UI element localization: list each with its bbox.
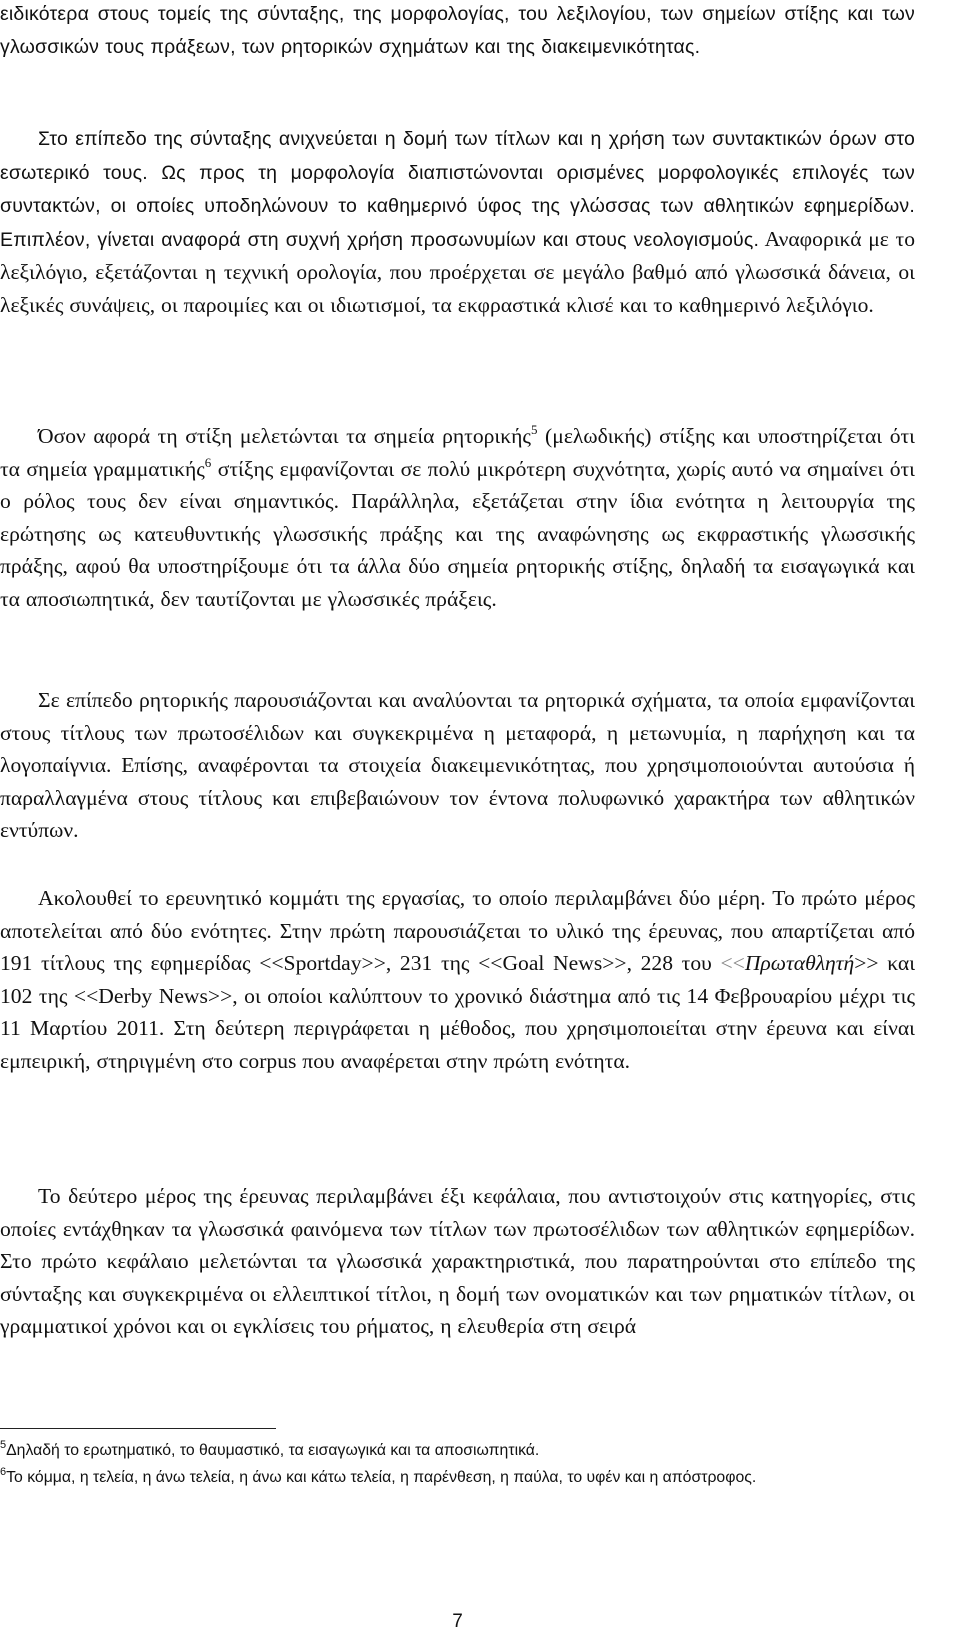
paragraph-punctuation-text-b: (μελωδικής) στίξης και υποστηρίζεται ότι τα σημεία γραμματικής — [0, 424, 915, 481]
newspaper-name-protathlitis: Πρωταθλητή — [744, 951, 855, 975]
paragraph-research-text-a: Ακολουθεί το ερευνητικό κομμάτι της εργασίας, το οποίο περιλαμβάνει δύο μέρη. Το πρώτο μέρος αποτελείται από δύο ενότητες. Στην πρώτη παρουσιάζεται το υλικό της έρευνας, που απαρτίζεται από 191 τίτλους της εφημερίδας <<Sportday>>, 231 της <<Goal News>>, 228 του — [0, 886, 915, 975]
footnote-5-mark: 5 — [0, 1439, 7, 1451]
paragraph-vocabulary-text: Αναφορικά με το λεξιλόγιο, εξετάζονται η τεχνική ορολογία, που προέρχεται σε μεγάλο βαθμό από γλωσσικά δάνεια, οι λεξικές συνάψεις, οι παροιμίες και οι ιδιωτισμοί, τα εκφραστικά κλισέ και το καθημερινό λεξιλόγιο. — [0, 226, 915, 317]
footnote-5-text: Δηλαδή το ερωτηματικό, το θαυμαστικό, τα εισαγωγικά και τα αποσιωπητικά. — [6, 1442, 540, 1459]
footnote-ref-5[interactable]: 5 — [530, 422, 538, 437]
paragraph-research-part-two: Το δεύτερο μέρος της έρευνας περιλαμβάνει έξι κεφάλαια, που αντιστοιχούν στις κατηγορίες, στις οποίες εντάχθηκαν τα γλωσσικά φαινόμενα των τίτλων των πρωτοσέλιδων των αθλητικών εφημερίδων. Στο πρώτο κεφάλαιο μελετώνται τα γλωσσικά χαρακτηριστικά, που παρατηρούνται στο επίπεδο της σύνταξης και συγκεκριμένα οι ελλειπτικοί τίτλοι, η δομή των ονοματικών και των ρηματικών τίτλων, οι γραμματικοί χρόνοι και οι εγκλίσεις του ρήματος, η ελευθερία στη σειρά — [0, 1184, 915, 1338]
footnote-6-text: Το κόμμα, η τελεία, η άνω τελεία, η άνω και κάτω τελεία, η παρένθεση, η παύλα, το υφέν και η απόστροφος. — [6, 1469, 757, 1486]
footnote-6 — [0, 1464, 915, 1491]
paragraph-punctuation-text-c: στίξης εμφανίζονται σε πολύ μικρότερη συχνότητα, χωρίς αυτό να σημαίνει ότι ο ρόλος τους δεν είναι σημαντικός. Παράλληλα, εξετάζεται στην ίδια ενότητα η λειτουργία της ερώτησης ως κατευθυντικής γλωσσικής πράξης και της αναφώνησης ως εκφραστικής γλωσσικής πράξης, αφού θα υποστηρίξουμε ότι τα άλλα δύο σημεία ρητορικής στίξης, δηλαδή τα εισαγωγικά και τα αποσιωπητικά, δεν ταυτίζονται με γλωσσικές πράξεις. — [0, 456, 915, 611]
quote-mark-open: << — [720, 951, 745, 975]
paragraph-punctuation — [0, 420, 915, 615]
paragraph-punctuation-text-a: Όσον αφορά τη στίξη μελετώνται τα σημεία ρητορικής — [38, 424, 531, 448]
paragraph-syntax-morphology-text: Στο επίπεδο της σύνταξης ανιχνεύεται η δομή των τίτλων και η χρήση των συντακτικών όρων στο εσωτερικό τους. Ως προς τη μορφολογία διαπιστώνονται ορισμένες μορφολογικές επιλογές των συντακτών, οι οποίες υποδηλώνουν το καθημερινό ύφος της γλώσσας των αθλητικών εφημερίδων. Επιπλέον, γίνεται αναφορά στη συχνή χρήση προσωνυμίων και στους νεολογισμούς. — [0, 128, 915, 251]
paragraph-syntax-morphology-vocabulary — [0, 122, 915, 321]
paragraph-research-part-one — [0, 882, 915, 1077]
footnote-separator — [0, 1428, 276, 1429]
paragraph-intro-tail: ειδικότερα στους τομείς της σύνταξης, της μορφολογίας, του λεξιλογίου, των σημείων στίξης και των γλωσσικών τους πράξεων, των ρητορικών σχημάτων και της διακειμενικότητας. — [0, 3, 915, 58]
paragraph-research-text-b: >> και 102 της <<Derby News>>, οι οποίοι καλύπτουν το χρονικό διάστημα από τις 14 Φεβρουαρίου μέχρι τις 11 Μαρτίου 2011. Στη δεύτερη περιγράφεται η μέθοδος, που χρησιμοποιείται στην έρευνα και είναι εμπειρική, στηριγμένη στο corpus που αναφέρεται στην πρώτη ενότητα. — [0, 951, 916, 1073]
footnote-ref-6[interactable]: 6 — [204, 454, 212, 470]
footnote-6-mark: 6 — [0, 1466, 7, 1478]
paragraph-rhetoric: Σε επίπεδο ρητορικής παρουσιάζονται και αναλύονται τα ρητορικά σχήματα, τα οποία εμφανίζονται στους τίτλους των πρωτοσέλιδων και συγκεκριμένα η μεταφορά, η μετωνυμία, η παρήχηση και τα λογοπαίγνια. Επίσης, αναφέρονται τα στοιχεία διακειμενικότητας, που χρησιμοποιούνται αυτούσια ή παραλλαγμένα στους τίτλους και επιβεβαιώνουν τον έντονα πολυφωνικό χαρακτήρα των αθλητικών εντύπων. — [0, 688, 915, 842]
footnote-5 — [0, 1437, 915, 1464]
page-number: 7 — [452, 1611, 463, 1632]
